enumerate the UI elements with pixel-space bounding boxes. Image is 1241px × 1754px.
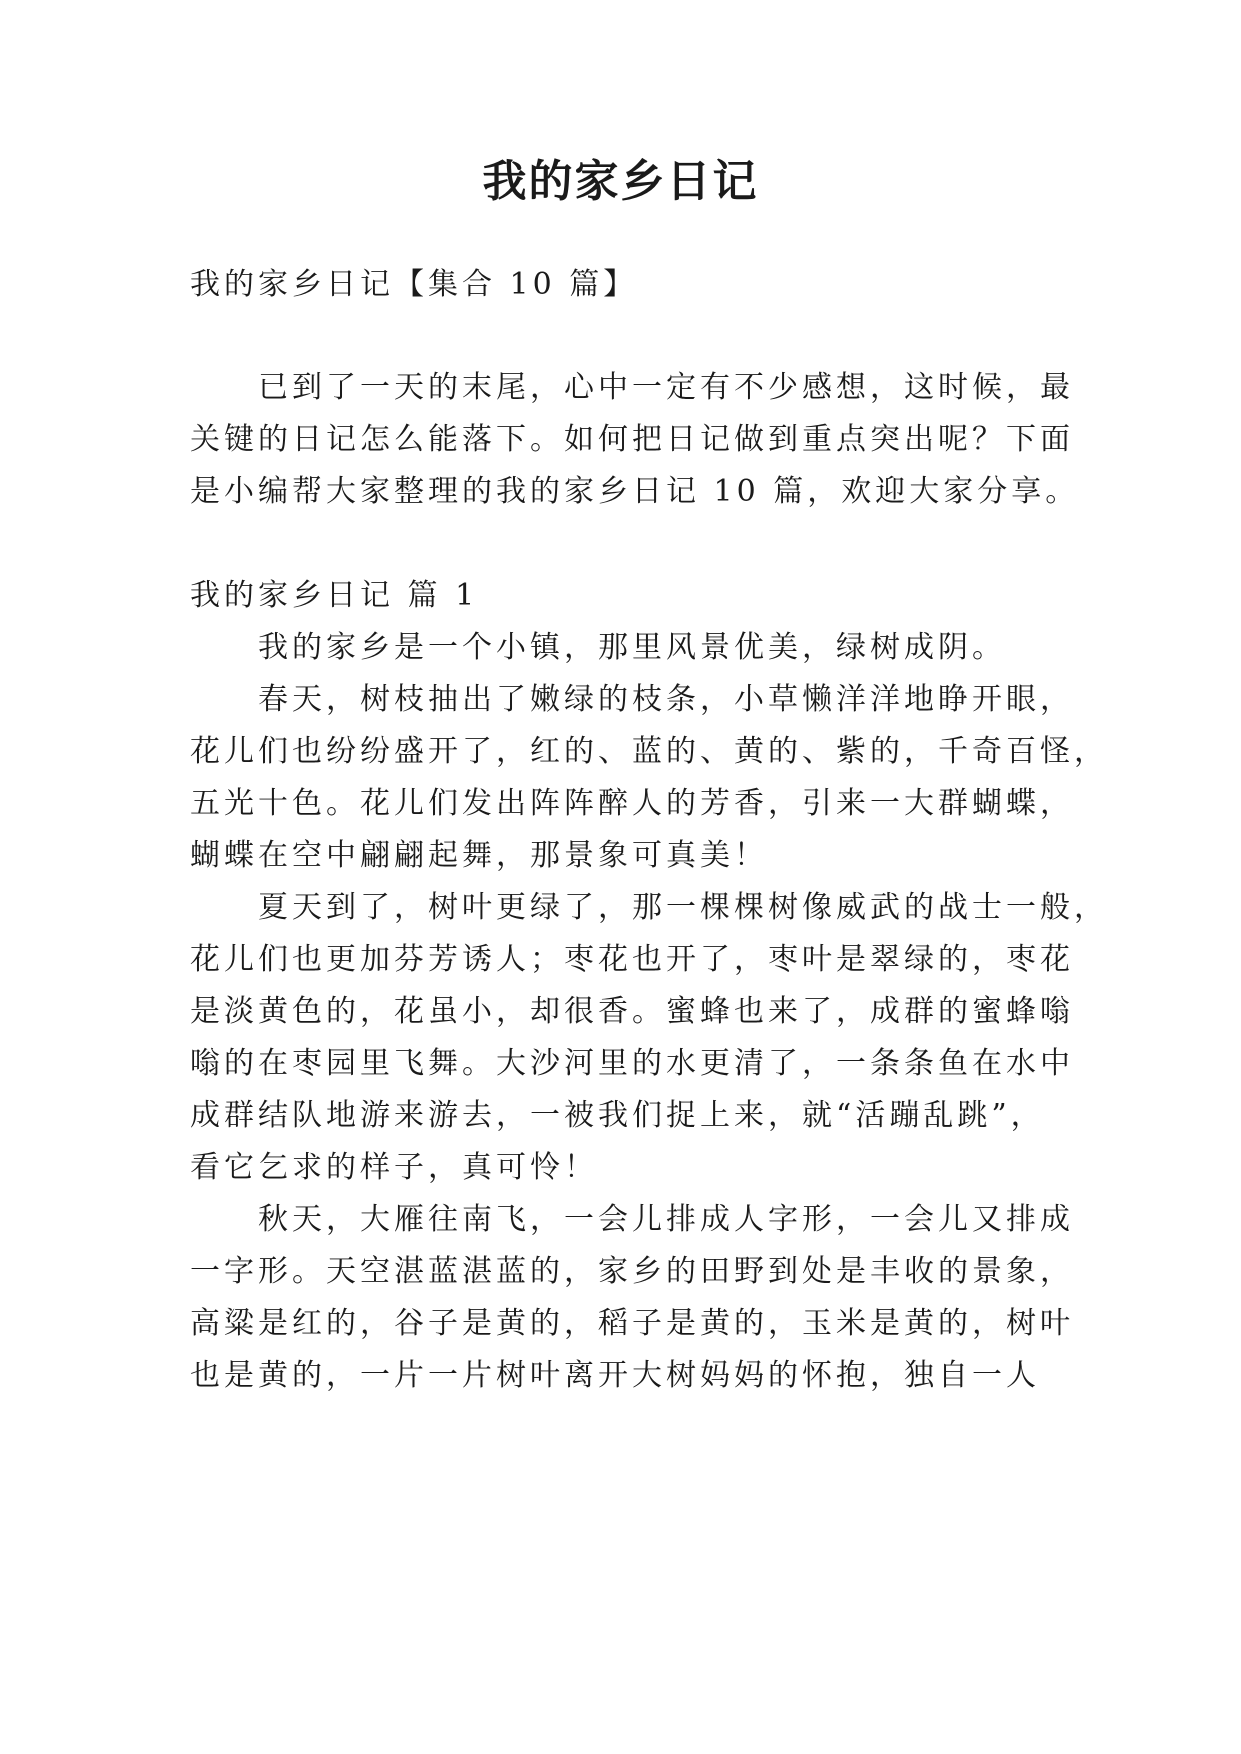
body-line: 春天，树枝抽出了嫩绿的枝条，小草懒洋洋地睁开眼， [258, 682, 1074, 717]
body-line: 嗡的在枣园里飞舞。大沙河里的水更清了，一条条鱼在水中 [190, 1046, 1074, 1081]
body-line: 高粱是红的，谷子是黄的，稻子是黄的，玉米是黄的，树叶 [190, 1306, 1074, 1341]
section-heading: 我的家乡日记 篇 1 [190, 578, 479, 613]
body-line: 花儿们也更加芬芳诱人；枣花也开了，枣叶是翠绿的，枣花 [190, 942, 1074, 977]
body-line: 我的家乡是一个小镇，那里风景优美，绿树成阴。 [258, 630, 1006, 665]
body-line: 五光十色。花儿们发出阵阵醉人的芳香，引来一大群蝴蝶， [190, 786, 1074, 821]
body-line: 夏天到了，树叶更绿了，那一棵棵树像威武的战士一般， [258, 890, 1108, 925]
body-line: 成群结队地游来游去，一被我们捉上来，就“活蹦乱跳”， [190, 1098, 1045, 1133]
intro-line: 关键的日记怎么能落下。如何把日记做到重点突出呢？下面 [190, 422, 1074, 457]
document-title: 我的家乡日记 [482, 156, 759, 207]
intro-line: 已到了一天的末尾，心中一定有不少感想，这时候，最 [258, 370, 1074, 405]
body-line: 秋天，大雁往南飞，一会儿排成人字形，一会儿又排成 [258, 1202, 1074, 1237]
body-line: 也是黄的，一片一片树叶离开大树妈妈的怀抱，独自一人 [190, 1358, 1040, 1393]
body-line: 看它乞求的样子，真可怜！ [190, 1150, 598, 1185]
body-line: 蝴蝶在空中翩翩起舞，那景象可真美！ [190, 838, 768, 873]
body-line: 花儿们也纷纷盛开了，红的、蓝的、黄的、紫的，千奇百怪， [190, 734, 1108, 769]
intro-line: 是小编帮大家整理的我的家乡日记 10 篇，欢迎大家分享。 [190, 474, 1080, 509]
body-line: 一字形。天空湛蓝湛蓝的，家乡的田野到处是丰收的景象， [190, 1254, 1074, 1289]
body-line: 是淡黄色的，花虽小，却很香。蜜蜂也来了，成群的蜜蜂嗡 [190, 994, 1074, 1029]
document-subtitle: 我的家乡日记【集合 10 篇】 [190, 267, 638, 302]
